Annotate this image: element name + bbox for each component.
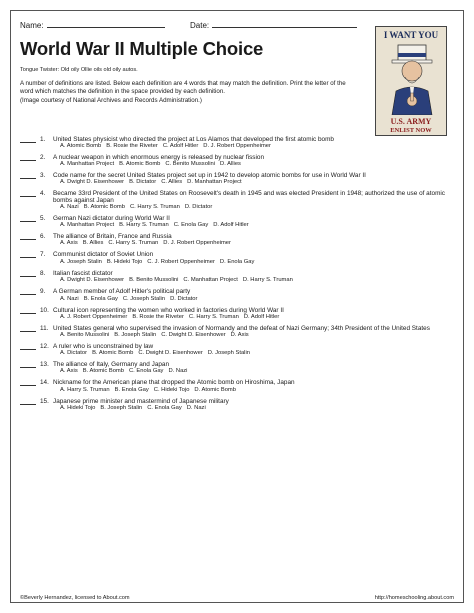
question-number: 12. [40,342,49,350]
answer-option: B. Enola Gay [114,386,149,393]
answer-options [60,143,460,151]
question-number: 8. [40,269,46,277]
date-label: Date: [190,21,210,30]
question-number: 4. [40,189,46,197]
answer-option: B. Dictator [129,179,157,186]
question-item [20,398,460,413]
answer-option: B. Rosie the Riveter [132,313,184,320]
answer-option: D. Allies [220,161,241,167]
answer-options [60,332,460,340]
question-number: 1. [40,136,46,143]
answer-option: D. Axis [230,332,249,339]
question-number: 2. [40,153,46,161]
date-line [212,19,357,28]
answer-option: A. Axis [60,240,78,247]
answer-options [60,277,460,285]
question-text: A nuclear weapon in which enormous energy is released by nuclear fission [53,153,265,161]
question-text: Nickname for the American plane that dropped the Atomic bomb on Hiroshima, Japan [53,379,295,387]
answer-option: C. Manhattan Project [183,277,238,284]
answer-option: D. Harry S. Truman [242,277,293,284]
answer-options [60,350,460,358]
answer-option: B. Joseph Stalin [114,332,157,339]
question-text: A ruler who is unconstrained by law [53,342,154,350]
question-number: 7. [40,251,46,259]
answer-options [60,222,460,230]
answer-option: A. Dictator [60,349,88,356]
question-number: 11. [40,324,49,332]
uncle-sam-poster [375,26,447,136]
answer-option: C. Harry S. Truman [188,313,239,320]
answer-option: B. Joseph Stalin [100,405,143,412]
question-text: Italian fascist dictator [53,269,113,277]
answer-option: D. Atomic Bomb [194,386,236,393]
question-text: The alliance of Italy, Germany and Japan [53,360,170,368]
answer-option: C. J. Robert Oppenheimer [147,258,215,265]
name-label: Name: [20,21,44,30]
question-list [20,136,460,416]
answer-option: B. Atomic Bomb [92,349,134,356]
instructions: A number of definitions are listed. Below each definition are 4 words that may match the definition. Print the letter of the word which matches the definition in the space provided by each definition. (Image courtesy of National Archives and Records Administration.) [20,80,346,104]
answer-option: A. Benito Mussolini [60,332,110,339]
answer-option: C. Benito Mussolini [165,161,216,167]
answer-option: D. Adolf Hitler [213,221,249,228]
uncle-sam-illustration [384,43,440,115]
answer-option: D. J. Robert Oppenheimer [203,143,271,150]
answer-option: C. Enola Gay [147,405,182,412]
answer-option: C. Hideki Tojo [153,386,190,393]
question-item [20,325,460,340]
question-item [20,270,460,285]
answer-options [60,259,460,267]
question-item [20,251,460,266]
answer-option: B. Enola Gay [83,295,118,302]
question-number: 3. [40,171,46,179]
poster-bottom-text: U.S. ARMY [390,117,432,126]
answer-option: B. Allies [82,240,104,247]
answer-option: C. Adolf Hitler [162,143,199,150]
answer-options [60,368,460,376]
question-item [20,379,460,394]
answer-option: B. Rosie the Riveter [106,143,158,150]
answer-option: C. Allies [161,179,183,186]
answer-option: A. Hideki Tojo [60,405,96,412]
answer-option: A. Dwight D. Eisenhower [60,179,125,186]
page-title: World War II Multiple Choice [20,38,264,59]
question-number: 15. [40,397,49,405]
answer-option: B. Atomic Bomb [82,368,124,375]
header-fields [20,19,358,30]
answer-option: C. Dwight D. Eisenhower [161,332,226,339]
question-item [20,136,460,151]
poster-enlist-text: ENLIST NOW [390,127,432,134]
question-text: Cultural icon representing the women who worked in factories during World War II [53,306,284,314]
answer-option: A. Manhattan Project [60,161,115,167]
question-number: 9. [40,288,46,296]
question-text: United States physicist who directed the project at Los Alamos that developed the first atomic bomb [53,136,334,143]
answer-options [60,296,460,304]
answer-option: D. Joseph Stalin [207,349,250,356]
answer-option: D. Dictator [170,295,198,302]
answer-option: C. Dwight D. Eisenhower [138,349,203,356]
question-number: 13. [40,360,49,368]
answer-option: A. Nazi [60,204,79,211]
question-item [20,307,460,322]
question-number: 10. [40,306,49,314]
answer-option: A. Axis [60,368,78,375]
answer-options [60,161,460,169]
question-number: 6. [40,232,46,240]
answer-option: A. Harry S. Truman [60,386,110,393]
answer-option: D. Adolf Hitler [243,313,280,320]
name-field[interactable] [20,19,190,30]
question-item [20,233,460,248]
answer-option: D. J. Robert Oppenheimer [163,240,231,247]
answer-option: B. Benito Mussolini [129,277,179,284]
answer-option: C. Harry S. Truman [108,240,159,247]
question-text: A German member of Adolf Hitler's political party [53,288,191,296]
answer-options [60,405,460,413]
tongue-twister: Tongue Twister: Old oily Ollie oils old oily autos. [20,67,138,73]
answer-options [60,204,460,212]
question-item [20,215,460,230]
date-field[interactable] [190,19,357,30]
answer-option: B. Harry S. Truman [119,221,169,228]
answer-option: A. Manhattan Project [60,221,115,228]
question-text: German Nazi dictator during World War II [53,214,170,222]
question-item [20,190,460,212]
question-number: 5. [40,214,46,222]
answer-options [60,314,460,322]
answer-options [60,179,460,187]
url-footer: http://homeschooling.about.com [374,595,454,601]
question-item [20,343,460,358]
answer-option: A. J. Robert Oppenheimer [60,313,128,320]
answer-option: D. Nazi [168,368,188,375]
answer-option: C. Enola Gay [173,221,209,228]
question-item [20,288,460,303]
answer-option: A. Dwight D. Eisenhower [60,277,125,284]
question-number: 14. [40,379,49,387]
answer-option: D. Enola Gay [219,258,255,265]
answer-option: C. Joseph Stalin [122,295,166,302]
question-text: Code name for the secret United States project set up in 1942 to develop atomic bombs for use in World War II [53,171,366,179]
question-text: Japanese prime minister and mastermind of Japanese military [53,397,229,405]
answer-options [60,387,460,395]
question-item [20,361,460,376]
question-text: Became 33rd President of the United States on Roosevelt's death in 1945 and was elected President in 1948; authorized the use of atomic bombs against Japan [53,189,446,204]
answer-option: B. Atomic Bomb [83,204,125,211]
answer-option: D. Manhattan Project [187,179,242,186]
poster-top-text: I WANT YOU [383,30,439,40]
question-text: United States general who supervised the invasion of Normandy and the defeat of Nazi Germany; 34th President of the United States [53,324,430,332]
name-line [47,19,165,28]
answer-option: D. Dictator [184,204,213,211]
question-text: Communist dictator of Soviet Union [53,251,154,259]
answer-option: A. Atomic Bomb [60,143,102,150]
answer-option: A. Joseph Stalin [60,258,102,265]
question-text: The alliance of Britain, France and Russia [53,232,172,240]
copyright-footer: ©Beverly Hernandez, licensed to About.com [20,595,130,601]
answer-option: C. Harry S. Truman [129,204,180,211]
answer-option: A. Nazi [60,295,79,302]
answer-option: D. Nazi [186,405,206,412]
answer-option: B. Atomic Bomb [119,161,161,167]
answer-options [60,240,460,248]
answer-option: C. Enola Gay [128,368,164,375]
answer-option: B. Hideki Tojo [106,258,143,265]
question-item [20,154,460,169]
question-item [20,172,460,187]
